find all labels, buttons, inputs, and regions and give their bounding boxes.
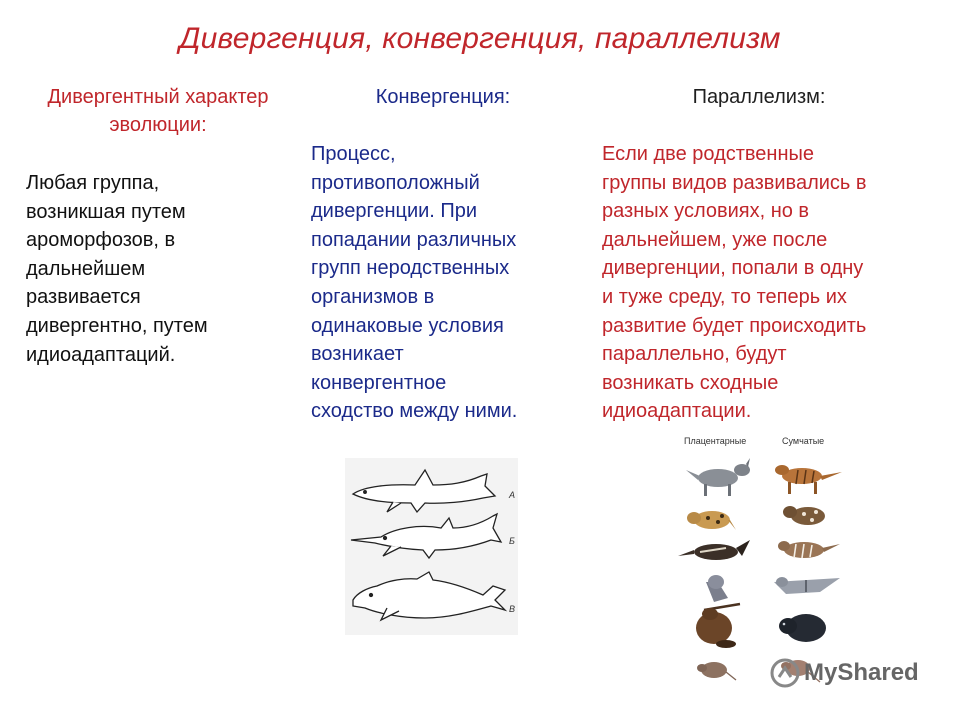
divergence-heading: Дивергентный характер эволюции: [47, 86, 269, 136]
ichthyosaur-drawing [351, 514, 501, 558]
animals-illustration [670, 432, 860, 692]
convergence-illustration [345, 458, 518, 635]
convergence-heading: Конвергенция: [375, 86, 511, 108]
anteater-drawing [678, 540, 750, 560]
divergence-text: Любая группа, возникшая путем ароморфозов, в дальнейшем развивается дивергентно, путем идиоадаптаций. [26, 172, 208, 366]
marsupial-label: Сумчатые [782, 436, 825, 446]
watermark [770, 658, 919, 688]
parallelism-heading: Параллелизм: [692, 86, 826, 108]
numbat-drawing [778, 541, 840, 558]
sugar-glider-drawing [774, 577, 840, 594]
beaver-drawing [696, 608, 736, 648]
fish-label-b: Б [509, 536, 515, 546]
convergence-text: Процесс, противоположный дивергенции. При попадании различных групп неродственных организмов в одинаковые условия возникает конвергентное сходство между ними. [311, 143, 518, 423]
placental-label: Плацентарные [684, 436, 747, 446]
wolf-drawing [686, 458, 750, 496]
flying-squirrel-drawing [704, 575, 740, 610]
mouse-drawing [697, 662, 736, 680]
ocelot-drawing [687, 511, 736, 530]
watermark-text: MyShared [804, 659, 919, 686]
myshared-logo-icon [770, 658, 800, 688]
page-title: Дивергенция, конвергенция, параллелизм [179, 22, 781, 55]
parallelism-text: Если две родственные группы видов развивались в разных условиях, но в дальнейшем, уже после дивергенции, попали в одну и туже среду, то теперь их развитие будет происходить параллельно, будут возникать сходные идиоадаптации. [602, 143, 867, 423]
dolphin-drawing [353, 572, 505, 620]
wombat-drawing [779, 614, 826, 642]
thylacine-drawing [775, 465, 842, 494]
fish-label-a: А [509, 490, 516, 500]
fish-label-v: В [509, 604, 516, 614]
shark-drawing [353, 470, 495, 512]
quoll-drawing [783, 506, 836, 528]
